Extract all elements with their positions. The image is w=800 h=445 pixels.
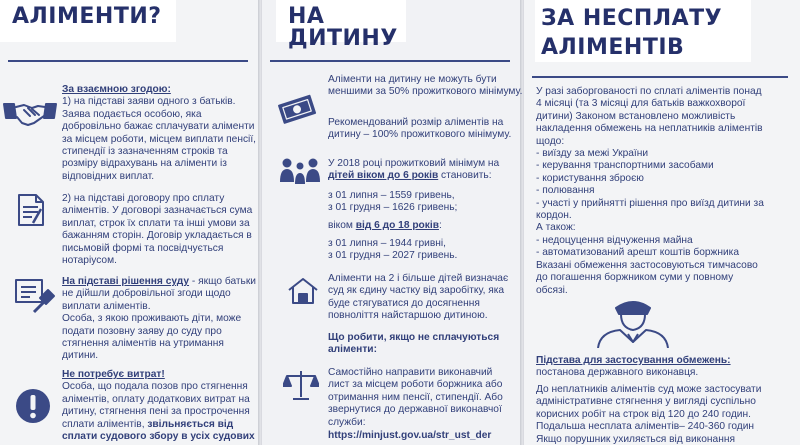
text-line: розміру відрахувань на аліменти із: [62, 158, 227, 170]
divider: [8, 60, 248, 62]
text-fragment: - якщо батьки: [189, 276, 257, 287]
text-fragment-bold: дітей віком до 6 років: [328, 170, 439, 182]
text-fragment: віком: [328, 220, 356, 231]
also-label: А також:: [536, 222, 576, 234]
text-line: Особа, що подала позов про стягнення: [62, 381, 248, 393]
rates-6-18: [328, 238, 457, 263]
section-court-decision: [62, 276, 256, 363]
scales-icon: [283, 368, 319, 402]
text-line: Рекомендований розмір аліментів на: [328, 117, 504, 128]
section-heading: Підстава для застосування обмежень:: [536, 355, 731, 366]
text-line: з 01 липня – 1559 гривень,: [328, 190, 455, 201]
text-line: з 01 липня – 1944 гривні,: [328, 238, 446, 249]
text-line: 1) на підставі заяви одного з батьків.: [62, 96, 236, 108]
text-line: лист за місцем роботи боржника або: [328, 379, 503, 391]
section-mutual-consent: [62, 84, 256, 183]
text-line: не дійшли добровільної згоди щодо: [62, 288, 231, 300]
list-item: - автоматизований арешт коштів боржника: [536, 247, 740, 259]
text-fragment-bold: від 6 до 18 років: [355, 220, 439, 231]
text-line: подати позовну заяву до суду про: [62, 325, 222, 337]
text-line: У 2018 році прожитковий мінімум на: [328, 158, 500, 169]
section-heading: Не потребує витрат!: [62, 369, 165, 380]
text-line: суд як єдину частку від заробітку, яка: [328, 285, 505, 297]
text-line: дитину, стягнення пені за прострочення: [62, 406, 250, 418]
text-line: Аліменти на дитину не можуть бути: [328, 74, 497, 85]
text-line: Вказані обмеження застосовуються тимчасово: [536, 259, 758, 271]
text-line: Аліменти на 2 і більше дітей визначає: [328, 273, 509, 284]
text-line: У разі заборгованості по сплаті аліментів понад: [536, 86, 762, 97]
left-title: АЛІМЕНТИ?: [0, 0, 176, 42]
text-line: за місцем роботи, місцем виплати пенсії,: [62, 133, 256, 145]
judge-icon: [14, 276, 58, 316]
text-line: обсязі.: [536, 284, 568, 296]
text-line: відповідних виплат.: [62, 170, 155, 182]
text-line: до погашення боржником суми у повному: [536, 272, 734, 284]
basis-section: [536, 355, 731, 380]
text-line: Якщо порушник ухиляється від виконання: [536, 433, 735, 445]
divider: [270, 60, 510, 62]
text-line: Подальша несплата аліментів– 240-360 годин: [536, 421, 755, 433]
text-line: Що робити, якщо не сплачуються: [328, 332, 500, 343]
text-line: корисних робіт на строк від 120 до 240 годин.: [536, 408, 751, 420]
text-line: з 01 грудня – 1626 гривень;: [328, 202, 458, 214]
officer-icon: [592, 296, 674, 348]
ministry-link[interactable]: [328, 430, 491, 442]
right-title-line1: ЗА НЕСПЛАТУ: [541, 6, 723, 31]
text-fragment: :: [438, 220, 442, 231]
text-line: дитину – 100% прожиткового мінімуму.: [328, 129, 512, 141]
text-line: адміністративне стягнення у вигляді суспільно: [536, 396, 756, 408]
right-title-line2: АЛІМЕНТІВ: [541, 33, 701, 62]
text-fragment: становить:: [438, 170, 492, 182]
section-heading: На підставі рішення суду: [62, 276, 190, 287]
exclamation-icon: [14, 387, 52, 425]
text-line: бажанням сторін. Договір укладається в: [62, 230, 252, 242]
text-line: письмовій формі та посвідчується: [62, 242, 224, 254]
text-line: меншими за 50% прожиткового мінімуму.: [328, 86, 523, 98]
right-title: [535, 0, 751, 62]
handshake-icon: [2, 98, 58, 128]
age-6-18-label: [328, 220, 442, 232]
family-icon: [278, 156, 322, 190]
text-line: аліментів. У договорі зазначається сума: [62, 205, 253, 217]
text-line: виплат, строк їх сплати та інші умови за: [62, 217, 250, 229]
list-item: - полювання: [536, 185, 595, 197]
text-fragment-bold: звільняється від: [147, 418, 234, 430]
text-line: постанова державного виконавця.: [536, 367, 699, 379]
section-agreement: [62, 193, 252, 267]
link-text[interactable]: https://minjust.gov.ua/str_ust_der: [328, 430, 492, 441]
house-icon: [286, 276, 320, 306]
money-icon: [278, 92, 318, 126]
text-line: добровільно бажає сплачувати аліменти: [62, 121, 255, 133]
text-line: стягнення аліментів на утримання: [62, 338, 224, 350]
text-line: Самостійно направити виконавчий: [328, 367, 493, 378]
section-no-costs: [62, 369, 255, 443]
non-payment-heading: [328, 332, 499, 357]
recommended-paragraph: [328, 117, 511, 142]
subsistence-minimum: [328, 158, 499, 183]
min-amount-paragraph: [328, 74, 522, 99]
rates-under-6: [328, 190, 457, 215]
document-icon: [16, 192, 46, 228]
text-line: стипендії із зазначенням строків та: [62, 146, 228, 158]
restrictions-intro: [536, 86, 764, 297]
text-line: аліменти:: [328, 344, 377, 356]
text-line: повноліття найстаршою дитиною.: [328, 310, 488, 322]
text-line: Заява подається особою, яка: [62, 108, 202, 120]
text-line: аліментів, оплату додаткових витрат на: [62, 393, 250, 405]
text-line: щодо:: [536, 135, 565, 147]
list-item: - виїзду за межі України: [536, 148, 649, 160]
text-line: звернутися до державної виконавчої: [328, 404, 502, 416]
list-item: - участі у прийнятті рішення про виїзд дитини за: [536, 197, 764, 209]
text-line: буде стягуватися до досягнення: [328, 297, 480, 309]
text-line: отримання ним пенсії, стипендії. Або: [328, 391, 503, 403]
text-line: сплати судового збору в усіх судових: [62, 431, 255, 443]
text-line: виплати аліментів.: [62, 300, 151, 312]
middle-title: НА ДИТИНУ: [276, 0, 406, 42]
text-line: Особа, з якою проживають діти, може: [62, 313, 242, 325]
multiple-children-paragraph: [328, 273, 508, 323]
penalties-paragraph: [536, 384, 761, 445]
text-line: служби:: [328, 416, 366, 428]
text-line: дитини) Законом встановлено можливість: [536, 110, 736, 122]
text-line: До неплатників аліментів суд може застосувати: [536, 384, 762, 395]
text-line: 2) на підставі договору про сплату: [62, 193, 225, 204]
text-line: накладення обмежень на неплатників аліментів: [536, 123, 763, 135]
text-line: нотаріусом.: [62, 255, 117, 267]
text-line: дитини.: [62, 350, 99, 362]
list-item: - керування транспортними засобами: [536, 160, 714, 172]
list-item: - користування зброєю: [536, 172, 644, 184]
section-heading: За взаємною згодою:: [62, 84, 171, 95]
divider: [532, 76, 788, 78]
text-line: 4 місяці (та 3 місяці для батьків важкохворої: [536, 98, 746, 110]
self-action-paragraph: [328, 367, 503, 429]
list-item: - недоцуцення відчуження майна: [536, 234, 693, 246]
list-item: кордон.: [536, 210, 572, 222]
text-line: з 01 грудня – 2027 гривень.: [328, 250, 458, 262]
text-fragment: сплати аліментів,: [62, 418, 148, 430]
